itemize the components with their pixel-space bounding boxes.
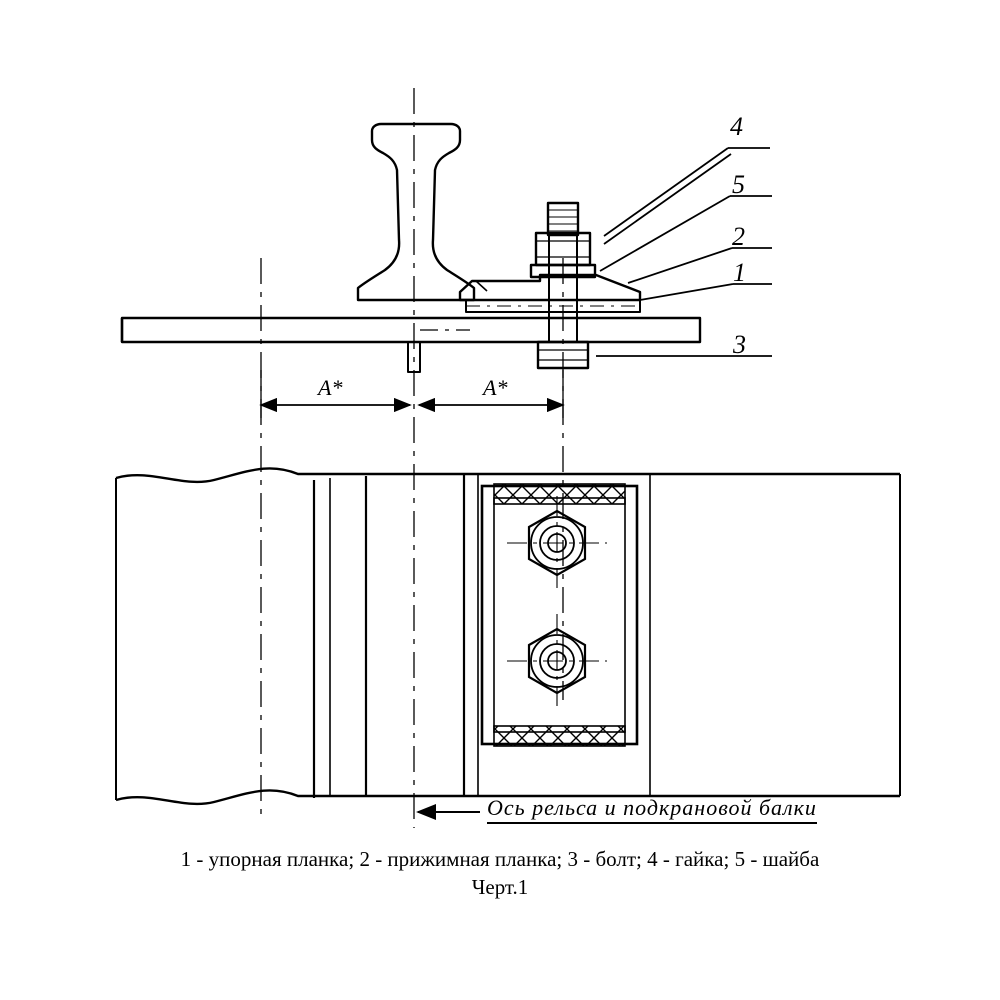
- plan-view: [116, 468, 900, 803]
- center-lines: [261, 88, 563, 828]
- stop-plate-part-1: [466, 300, 640, 312]
- leader-4b: [604, 154, 731, 244]
- dimension-label-left: A*: [318, 375, 343, 400]
- figure-caption: [0, 845, 1000, 901]
- callout-leaders: [596, 148, 772, 356]
- hatch-strip-bottom: [494, 726, 625, 746]
- beam-top-edge: [116, 468, 900, 481]
- upper-section-view: [122, 124, 700, 372]
- figure-title: Черт.1: [471, 875, 529, 899]
- clamp-plate-plan: [482, 486, 637, 744]
- leader-4: [604, 148, 728, 236]
- callout-2: 2: [732, 222, 745, 251]
- callout-5: 5: [732, 170, 745, 199]
- callout-3: 3: [733, 330, 746, 359]
- leader-1: [640, 284, 733, 300]
- dimension-label-right: A*: [483, 375, 508, 400]
- clamp-plate-inner: [494, 498, 625, 732]
- callout-1: 1: [733, 258, 746, 287]
- bolt-plan-lower: [507, 614, 607, 710]
- callout-4: 4: [730, 112, 743, 141]
- legend-text: 1 - упорная планка; 2 - прижимная планка; 3 - болт; 4 - гайка; 5 - шайба: [180, 847, 820, 871]
- leader-2: [628, 248, 732, 283]
- hatch-strip-top: [494, 484, 625, 504]
- axis-caption: Ось рельса и подкрановой балки: [487, 795, 817, 824]
- dimension-lines: [261, 370, 563, 418]
- crane-beam-flange: [122, 318, 700, 342]
- rail-profile: [358, 124, 474, 300]
- bolt-plan-upper: [507, 496, 607, 592]
